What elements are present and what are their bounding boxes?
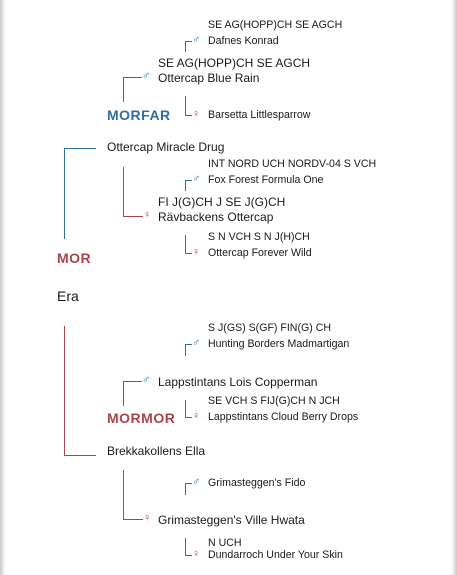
male-icon: ♂ (142, 70, 151, 82)
granddam-dam-dam-name: Dundarroch Under Your Skin (208, 549, 343, 561)
connector-line (185, 41, 192, 42)
female-icon: ♀ (143, 209, 152, 221)
connector-line (185, 417, 192, 418)
female-icon: ♀ (192, 410, 201, 422)
connector-line (185, 96, 186, 116)
connector-line (64, 148, 96, 149)
dam-sire-name: Ottercap Blue Rain (158, 71, 260, 85)
connector-line (123, 77, 142, 78)
female-icon: ♀ (192, 548, 201, 560)
connector-line (64, 148, 65, 239)
dam-dam-name: Rävbackens Ottercap (158, 210, 274, 224)
connector-line (185, 180, 186, 191)
dam-sire-titles: SE AG(HOPP)CH SE AGCH (158, 56, 311, 70)
connector-line (123, 381, 124, 406)
granddam-name: Brekkakollens Ella (107, 444, 206, 458)
connector-line (123, 77, 124, 102)
connector-line (64, 326, 65, 456)
connector-line (185, 235, 186, 254)
dam-sire-dam-name: Barsetta Littlesparrow (208, 109, 311, 121)
male-icon: ♂ (192, 173, 201, 185)
dam-dam-dam-titles: S N VCH S N J(H)CH (208, 231, 310, 243)
granddam-sire-sire-name: Hunting Borders Madmartigan (208, 338, 350, 350)
connector-line (64, 455, 96, 456)
dam-dam-titles: FI J(G)CH J SE J(G)CH (158, 195, 286, 209)
connector-line (185, 344, 192, 345)
connector-line (185, 344, 186, 356)
connector-line (185, 538, 186, 556)
granddam-sire-name: Lappstintans Lois Copperman (158, 375, 318, 389)
connector-line (185, 253, 192, 254)
connector-line (123, 167, 124, 217)
page-edge-left (0, 0, 6, 575)
dam-name: Ottercap Miracle Drug (107, 140, 225, 154)
connector-line (123, 381, 142, 382)
granddam-dam-sire-name: Grimasteggen's Fido (208, 477, 306, 489)
page-edge-right (451, 0, 457, 575)
granddam-sire-sire-titles: S J(GS) S(GF) FIN(G) CH (208, 322, 331, 334)
connector-line (185, 483, 192, 484)
dam-dam-dam-name: Ottercap Forever Wild (208, 247, 312, 259)
label-mor: MOR (57, 250, 92, 266)
connector-line (185, 483, 186, 495)
dam-sire-sire-name: Dafnes Konrad (208, 35, 279, 47)
male-icon: ♂ (192, 476, 201, 488)
subject-name: Era (57, 288, 79, 304)
connector-line (185, 41, 186, 52)
granddam-dam-name: Grimasteggen's Ville Hwata (158, 513, 305, 527)
dam-dam-sire-titles: INT NORD UCH NORDV-04 S VCH (208, 158, 377, 170)
dam-dam-sire-name: Fox Forest Formula One (208, 174, 324, 186)
connector-line (185, 400, 186, 418)
dam-sire-sire-titles: SE AG(HOPP)CH SE AGCH (208, 19, 343, 31)
label-mormor: MORMOR (107, 410, 176, 426)
connector-line (185, 555, 192, 556)
granddam-dam-dam-titles: N UCH (208, 537, 242, 549)
connector-line (185, 180, 192, 181)
female-icon: ♀ (192, 246, 201, 258)
granddam-sire-dam-titles: SE VCH S FIJ(G)CH N JCH (208, 395, 340, 407)
connector-line (185, 115, 192, 116)
granddam-sire-dam-name: Lappstintans Cloud Berry Drops (208, 411, 359, 423)
male-icon: ♂ (192, 337, 201, 349)
female-icon: ♀ (192, 108, 201, 120)
label-morfar: MORFAR (107, 107, 171, 123)
connector-line (123, 470, 124, 520)
connector-line (123, 519, 143, 520)
male-icon: ♂ (142, 374, 151, 386)
connector-line (123, 216, 143, 217)
male-icon: ♂ (192, 34, 201, 46)
female-icon: ♀ (143, 512, 152, 524)
